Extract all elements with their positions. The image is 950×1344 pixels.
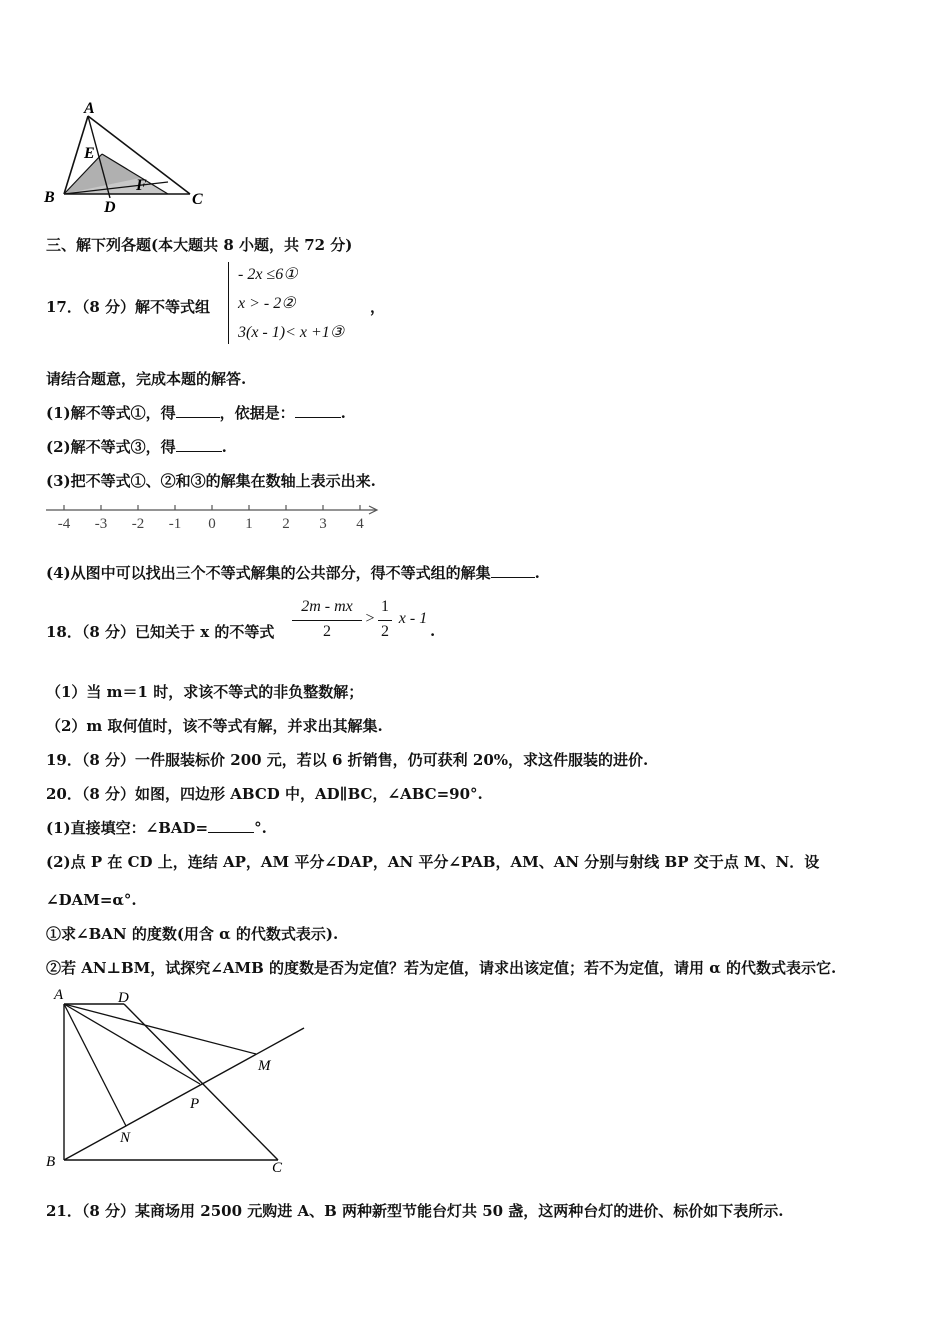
q20-part-2: (2)点 P 在 CD 上，连结 AP，AM 平分∠DAP，AN 平分∠PAB，AM、AN 分别与射线 BP 交于点 M、N．设	[46, 853, 820, 871]
q17-prefix: 17．（8 分）解不等式组	[46, 298, 211, 316]
q20-part-1-blank[interactable]	[208, 818, 254, 833]
q18-prefix: 18．（8 分）已知关于 x 的不等式	[46, 623, 275, 641]
axis-tick-label: 2	[282, 516, 290, 532]
q17-part-2	[46, 437, 227, 457]
q17-part-2-text: (2)解不等式③，得	[46, 438, 176, 456]
triangle-figure-1	[40, 98, 215, 216]
q18-frac2-num: 1	[381, 598, 389, 615]
q17-part-4-text: (4)从图中可以找出三个不等式解集的公共部分，得不等式组的解集	[46, 564, 491, 582]
q17-part-1-end: .	[340, 404, 346, 422]
number-line	[40, 498, 385, 534]
q17-part-1-blank-1[interactable]	[176, 403, 220, 418]
quadrilateral-figure-2	[40, 984, 320, 1176]
fig2-label-n: N	[120, 1130, 131, 1146]
q20-part-2b: ∠DAM=α°.	[46, 891, 137, 909]
q17-part-2-blank[interactable]	[176, 437, 222, 452]
q17-brace	[228, 262, 235, 344]
q18-frac1-num: 2m - mx	[301, 598, 353, 615]
fig1-label-a: A	[84, 100, 95, 117]
q17-part-4	[46, 563, 540, 583]
axis-tick-label: -2	[131, 516, 145, 532]
q21-text: 21．（8 分）某商场用 2500 元购进 A、B 两种新型节能台灯共 50 盏，这两种台灯的进价、标价如下表所示.	[46, 1202, 784, 1220]
q17-part-1-text: (1)解不等式①，得	[46, 404, 176, 422]
axis-tick-label: 1	[245, 516, 253, 532]
q20-question-1: ①求∠BAN 的度数(用含 α 的代数式表示).	[46, 925, 339, 943]
q18-part-1: （1）当 m＝1 时，求该不等式的非负整数解；	[46, 683, 364, 701]
q18-frac2-den: 2	[381, 623, 389, 640]
fig2-label-d: D	[118, 990, 129, 1006]
q19-text: 19．（8 分）一件服装标价 200 元，若以 6 折销售，仍可获利 20%，求这件服装的进价.	[46, 751, 649, 769]
q18-part-2: （2）m 取何值时，该不等式有解，并求出其解集.	[46, 717, 383, 735]
q17-intro: 请结合题意，完成本题的解答.	[46, 370, 247, 388]
q20-question-2: ②若 AN⊥BM，试探究∠AMB 的度数是否为定值？若为定值，请求出该定值；若不为定值，请用 α 的代数式表示它.	[46, 959, 837, 977]
axis-tick-label: 3	[319, 516, 327, 532]
axis-tick-label: -1	[168, 516, 182, 532]
q20-part-1-text: (1)直接填空：∠BAD=	[46, 819, 209, 837]
fig2-label-m: M	[258, 1058, 271, 1074]
fig1-label-b: B	[44, 189, 55, 206]
axis-tick-label: -3	[94, 516, 108, 532]
q18-frac1-den: 2	[323, 623, 331, 640]
q18-frac2-bar	[378, 620, 392, 621]
fig2-label-b: B	[46, 1154, 56, 1170]
section-3-header: 三、解下列各题(本大题共 8 小题，共 72 分)	[46, 236, 353, 254]
axis-tick-label: 4	[356, 516, 364, 532]
q18-suffix: .	[430, 622, 436, 640]
q17-row-3: 3(x - 1)< x +1③	[238, 324, 345, 341]
q17-part-2-end: .	[221, 438, 227, 456]
q17-suffix: ，	[370, 298, 386, 316]
q17-inequality-system	[228, 262, 368, 348]
q18-tail: x - 1	[398, 610, 428, 627]
q17-row-1: - 2x ≤6①	[238, 266, 298, 283]
q17-part-3: (3)把不等式①、②和③的解集在数轴上表示出来.	[46, 472, 376, 490]
axis-tick-label: 0	[208, 516, 216, 532]
q17-part-4-blank[interactable]	[491, 563, 535, 578]
fig2-label-p: P	[190, 1096, 200, 1112]
q17-part-1-blank-2[interactable]	[295, 403, 341, 418]
fig1-label-e: E	[84, 145, 95, 162]
fig2-label-a: A	[54, 987, 64, 1003]
q17-part-1-mid: ，依据是：	[219, 404, 295, 422]
q18-frac1-bar	[292, 620, 362, 621]
q17-part-1	[46, 403, 346, 423]
q20-part-1	[46, 818, 267, 838]
q17-row-2: x > - 2②	[238, 295, 296, 312]
fig1-label-c: C	[192, 191, 203, 208]
axis-tick-label: -4	[57, 516, 71, 532]
fig1-label-f: F	[136, 177, 147, 194]
q18-gt: >	[365, 610, 375, 627]
fig1-label-d: D	[104, 199, 116, 216]
fig2-label-c: C	[272, 1160, 283, 1176]
q20-text: 20．（8 分）如图，四边形 ABCD 中，AD∥BC，∠ABC=90°.	[46, 785, 483, 803]
q17-part-4-end: .	[534, 564, 540, 582]
q20-part-1-end: °.	[254, 819, 267, 837]
